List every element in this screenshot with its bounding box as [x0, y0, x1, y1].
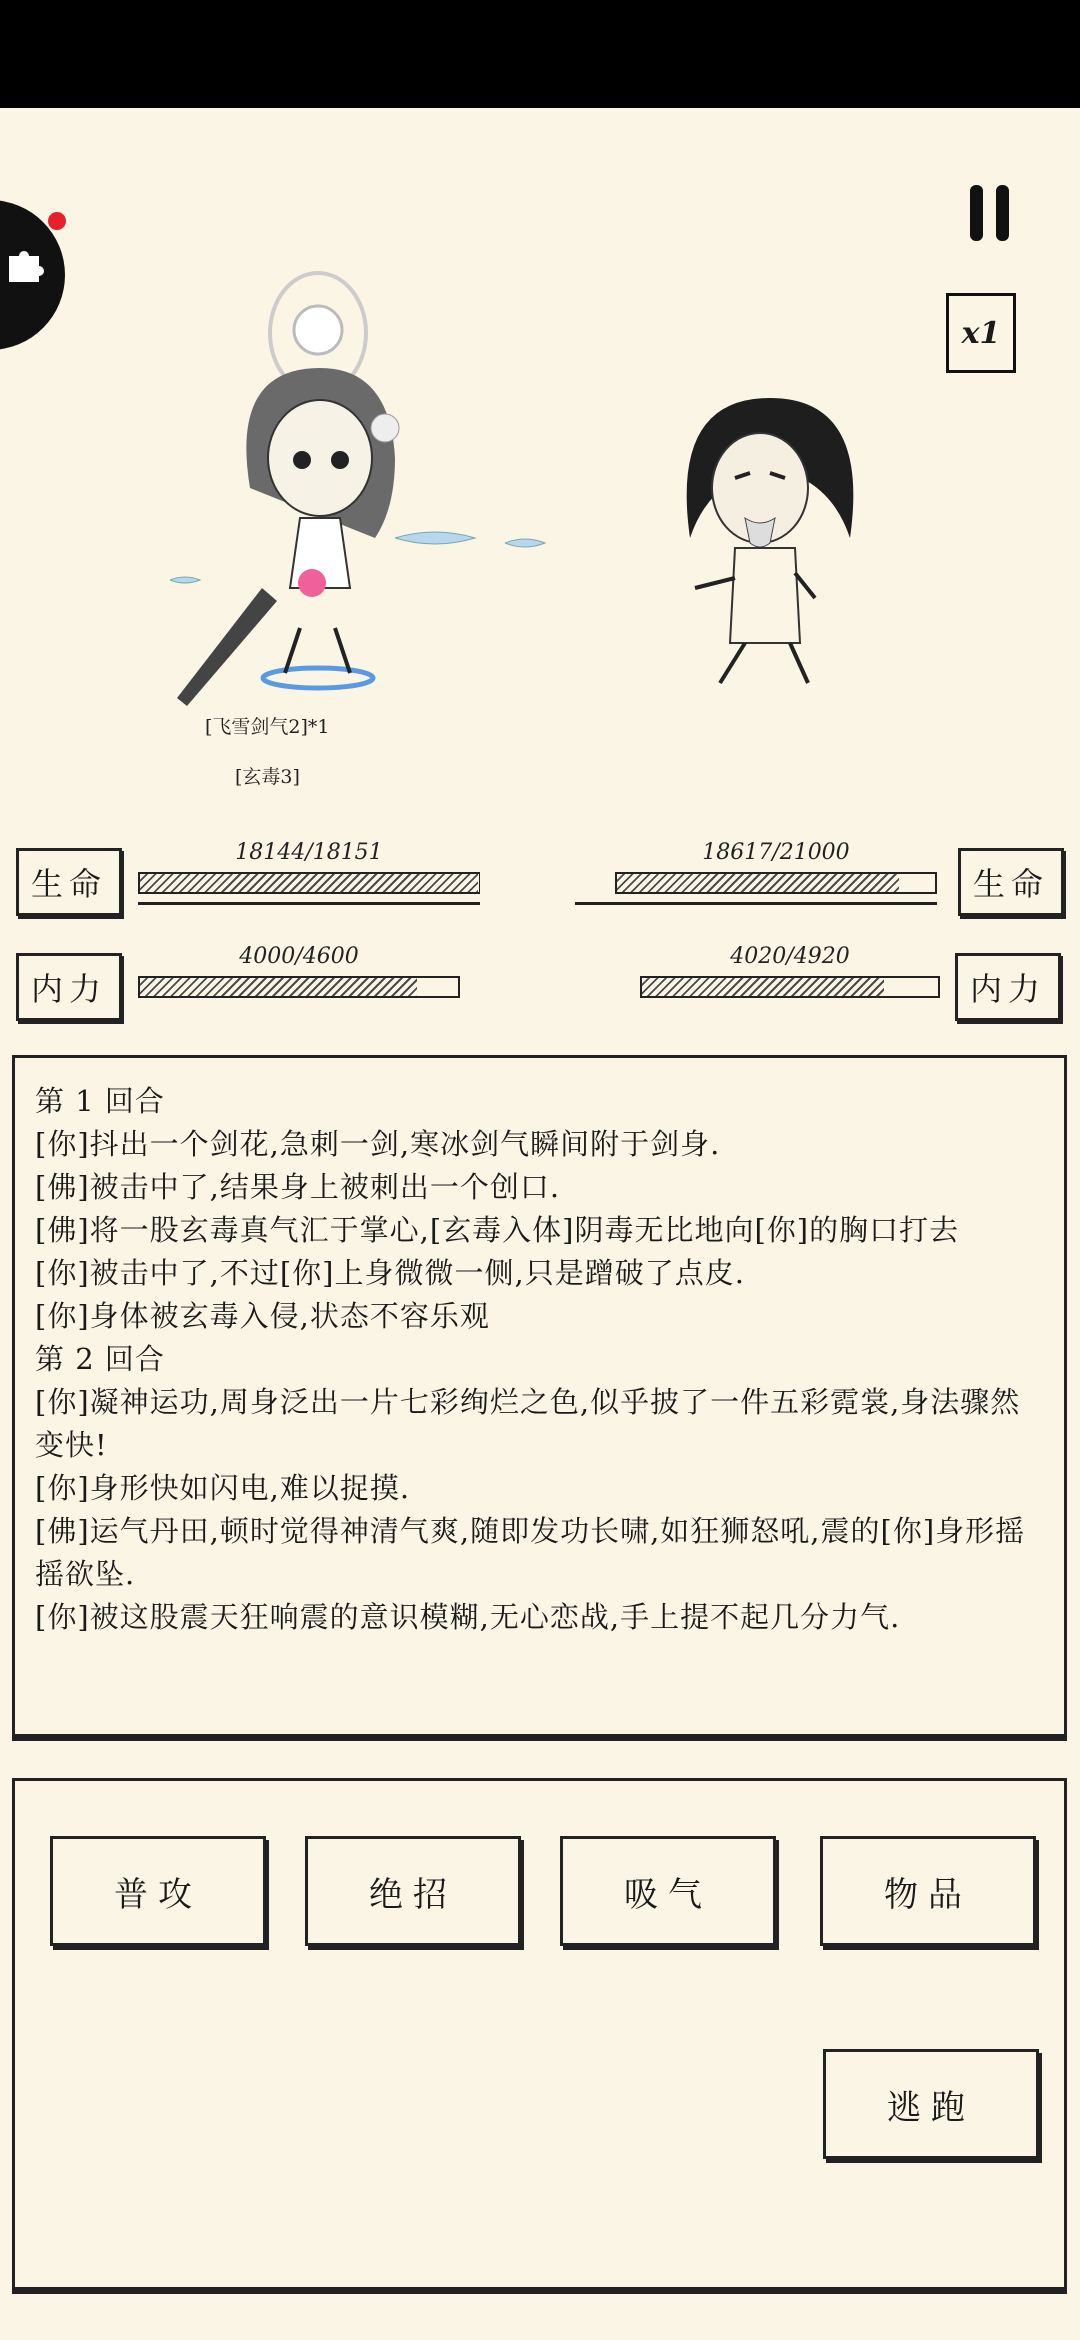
log-line: [佛]将一股玄毒真气汇于掌心,[玄毒入体]阴毒无比地向[你]的胸口打去 — [35, 1213, 960, 1247]
battle-log[interactable] — [12, 1055, 1067, 1737]
player-debuff-poison: [玄毒3] — [235, 766, 300, 788]
log-line: [佛]被击中了,结果身上被刺出一个创口. — [35, 1170, 561, 1204]
items-button[interactable]: 物品 — [820, 1836, 1036, 1946]
player-hp-label: 生命 — [16, 848, 122, 916]
log-line: [你]被这股震天狂响震的意识模糊,无心恋战,手上提不起几分力气. — [35, 1600, 901, 1634]
player-hp-value: 18144/18151 — [235, 840, 383, 865]
sword-qi-projectile — [170, 532, 545, 583]
player-hp-bar — [138, 872, 480, 894]
log-line: [你]凝神运功,周身泛出一片七彩绚烂之色,似乎披了一件五彩霓裳,身法骤然变快! — [35, 1385, 1021, 1462]
enemy-hp-value: 18617/21000 — [702, 840, 850, 865]
player-character — [177, 368, 399, 706]
log-line: [你]抖出一个剑花,急刺一剑,寒冰剑气瞬间附于剑身. — [35, 1127, 721, 1161]
log-line: [你]身体被玄毒入侵,状态不容乐观 — [35, 1299, 490, 1333]
skill-button[interactable]: 绝招 — [305, 1836, 521, 1946]
enemy-hp-bar — [615, 872, 937, 894]
enemy-hp-label: 生命 — [958, 848, 1064, 916]
log-line: [佛]运气丹田,顿时觉得神清气爽,随即发功长啸,如狂狮怒吼,震的[你]身形摇摇欲坠. — [35, 1514, 1026, 1591]
action-panel — [12, 1778, 1067, 2290]
log-line: 第 1 回合 — [35, 1084, 165, 1118]
player-mp-value: 4000/4600 — [239, 944, 359, 969]
enemy-character — [687, 398, 854, 683]
attack-button[interactable]: 普攻 — [50, 1836, 266, 1946]
status-bar — [0, 0, 1080, 108]
enemy-mp-label: 内力 — [955, 953, 1061, 1021]
player-mp-bar — [138, 976, 460, 998]
log-line: [你]被击中了,不过[你]上身微微一侧,只是蹭破了点皮. — [35, 1256, 745, 1290]
battle-arena — [0, 108, 1080, 828]
log-line: 第 2 回合 — [35, 1342, 165, 1376]
log-line: [你]身形快如闪电,难以捉摸. — [35, 1471, 411, 1505]
player-mp-label: 内力 — [16, 953, 122, 1021]
enemy-mp-value: 4020/4920 — [730, 944, 850, 969]
enemy-mp-bar — [640, 976, 940, 998]
flee-button[interactable]: 逃跑 — [823, 2049, 1039, 2159]
speed-toggle-button[interactable]: x1 — [946, 293, 1016, 373]
breathe-button[interactable]: 吸气 — [560, 1836, 776, 1946]
player-buff-sword-qi: [飞雪剑气2]*1 — [205, 716, 330, 738]
